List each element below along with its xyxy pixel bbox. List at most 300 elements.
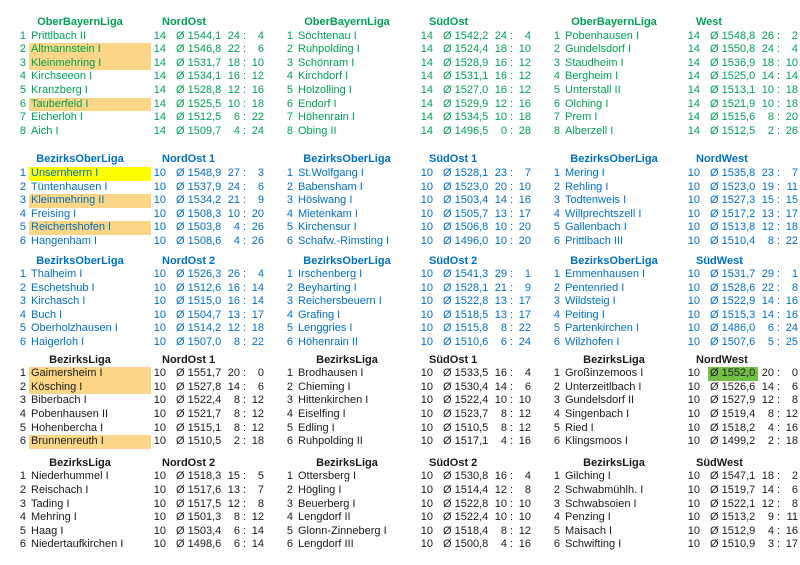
team-row — [544, 322, 800, 336]
score-colon: : — [509, 380, 514, 393]
team-points-for: 10 — [227, 97, 240, 110]
league-name: BezirksOberLiga — [303, 254, 391, 267]
team-points-for: 9 — [767, 511, 774, 524]
score-colon: : — [509, 336, 514, 349]
team-points-against: 16 — [785, 524, 798, 537]
team-average: Ø 1503,4 — [176, 524, 222, 537]
team-average: Ø 1531,7 — [176, 56, 222, 69]
team-rank: 2 — [553, 180, 560, 193]
team-points-against: 4 — [257, 29, 264, 42]
league-name: OberBayernLiga — [571, 16, 657, 28]
score-colon: : — [242, 511, 247, 524]
team-points-for: 23 — [494, 166, 507, 179]
team-points-for: 6 — [767, 322, 774, 335]
team-row — [277, 309, 533, 323]
team-name: Höhenrain I — [298, 111, 355, 124]
score-colon: : — [242, 435, 247, 448]
team-name: Mehring I — [31, 511, 77, 524]
team-games-played: 10 — [420, 234, 433, 247]
team-rank: 4 — [19, 511, 26, 524]
team-points-against: 14 — [251, 524, 264, 537]
team-row — [544, 309, 800, 323]
team-rank: 1 — [286, 166, 293, 179]
table-header-row — [544, 16, 800, 30]
team-row — [277, 125, 533, 139]
team-name: Wilzhofen I — [565, 336, 620, 349]
team-games-played: 14 — [153, 111, 166, 124]
league-name: BezirksLiga — [49, 456, 111, 469]
team-name: Edling I — [298, 421, 335, 434]
team-name: Endorf I — [298, 97, 337, 110]
team-games-played: 10 — [420, 408, 433, 421]
team-rank: 4 — [286, 70, 293, 83]
team-name: Gallenbach I — [565, 221, 627, 234]
table-header-row — [277, 255, 533, 269]
team-points-against: 16 — [518, 538, 531, 551]
team-points-for: 8 — [233, 421, 240, 434]
team-row — [277, 408, 533, 422]
team-games-played: 10 — [420, 281, 433, 294]
team-games-played: 10 — [687, 435, 700, 448]
team-average: Ø 1508,3 — [176, 207, 222, 220]
score-colon: : — [776, 421, 781, 434]
team-points-against: 26 — [251, 221, 264, 234]
team-average: Ø 1512,5 — [710, 124, 756, 137]
team-games-played: 10 — [420, 268, 433, 281]
team-average: Ø 1523,7 — [443, 408, 489, 421]
league-name: BezirksLiga — [583, 456, 645, 469]
team-row — [277, 70, 533, 84]
team-row — [277, 282, 533, 296]
team-rank: 6 — [286, 97, 293, 110]
team-points-against: 7 — [791, 166, 798, 179]
team-row — [10, 111, 266, 125]
team-points-against: 24 — [785, 322, 798, 335]
score-colon: : — [242, 234, 247, 247]
team-points-against: 25 — [785, 336, 798, 349]
score-colon: : — [776, 281, 781, 294]
team-rank: 6 — [19, 538, 26, 551]
team-name: Gilching I — [565, 470, 611, 483]
team-rank: 6 — [286, 336, 293, 349]
team-row — [277, 194, 533, 208]
team-average: Ø 1521,7 — [176, 408, 222, 421]
score-colon: : — [509, 511, 514, 524]
score-colon: : — [776, 207, 781, 220]
team-points-for: 5 — [767, 336, 774, 349]
team-row — [544, 525, 800, 539]
team-name: Oberholzhausen I — [31, 322, 118, 335]
team-rank: 3 — [286, 295, 293, 308]
team-rank: 4 — [286, 207, 293, 220]
team-points-against: 12 — [251, 421, 264, 434]
table-header-row — [10, 354, 266, 368]
team-points-for: 14 — [761, 380, 774, 393]
score-colon: : — [776, 497, 781, 510]
team-games-played: 10 — [420, 194, 433, 207]
team-row — [10, 221, 266, 235]
team-points-against: 15 — [785, 194, 798, 207]
team-name: Höslwang I — [298, 194, 353, 207]
team-rank: 5 — [286, 221, 293, 234]
score-colon: : — [509, 367, 514, 380]
score-colon: : — [242, 336, 247, 349]
team-rank: 4 — [553, 70, 560, 83]
team-name: Schönram I — [298, 56, 355, 69]
team-points-against: 6 — [257, 43, 264, 56]
team-rank: 2 — [553, 484, 560, 496]
team-row — [10, 484, 266, 498]
team-average: Ø 1522,4 — [176, 394, 222, 407]
team-points-against: 6 — [524, 380, 531, 393]
team-rank: 4 — [19, 308, 26, 321]
table-header-row — [277, 354, 533, 368]
team-name: Kirchensur I — [298, 221, 357, 234]
team-games-played: 10 — [420, 380, 433, 393]
score-colon: : — [509, 295, 514, 308]
team-points-against: 6 — [791, 380, 798, 393]
team-rank: 1 — [553, 470, 560, 483]
team-row — [277, 381, 533, 395]
team-games-played: 10 — [153, 470, 166, 483]
team-row — [10, 525, 266, 539]
team-points-for: 10 — [494, 394, 507, 407]
team-games-played: 14 — [420, 124, 433, 137]
score-colon: : — [776, 538, 781, 551]
team-row — [277, 484, 533, 498]
team-rank: 6 — [286, 234, 293, 247]
team-points-against: 16 — [518, 97, 531, 110]
team-games-played: 10 — [153, 367, 166, 380]
score-colon: : — [509, 180, 514, 193]
team-name: Söchtenau I — [298, 29, 357, 42]
team-points-for: 4 — [233, 221, 240, 234]
team-row — [544, 194, 800, 208]
team-rank: 2 — [286, 380, 293, 393]
team-games-played: 14 — [687, 111, 700, 124]
score-colon: : — [242, 295, 247, 308]
score-colon: : — [242, 97, 247, 110]
team-row — [10, 498, 266, 512]
team-row — [277, 322, 533, 336]
team-points-for: 13 — [494, 308, 507, 321]
team-games-played: 14 — [420, 70, 433, 83]
team-points-against: 12 — [251, 511, 264, 524]
division-name: NordOst 2 — [162, 456, 216, 469]
team-rank: 2 — [286, 281, 293, 294]
team-points-for: 4 — [233, 234, 240, 247]
team-name: Beuerberg I — [298, 497, 356, 510]
team-rank: 6 — [19, 336, 26, 349]
team-name: Emmenhausen I — [565, 268, 646, 281]
team-points-against: 10 — [785, 56, 798, 69]
team-name: Pentenried I — [565, 281, 625, 294]
team-points-for: 12 — [761, 221, 774, 234]
division-name: SüdOst 1 — [429, 153, 478, 166]
team-points-against: 22 — [251, 336, 264, 349]
team-games-played: 10 — [153, 281, 166, 294]
team-name: Staudheim I — [565, 56, 624, 69]
team-points-for: 20 — [227, 367, 240, 380]
team-rank: 5 — [553, 524, 560, 537]
team-games-played: 10 — [153, 295, 166, 308]
team-games-played: 10 — [153, 308, 166, 321]
score-colon: : — [776, 470, 781, 483]
team-games-played: 10 — [420, 394, 433, 407]
team-name: Kranzberg I — [31, 83, 88, 96]
team-name: Reischach I — [31, 484, 89, 496]
score-colon: : — [242, 166, 247, 179]
team-rank: 2 — [553, 281, 560, 294]
team-row — [10, 268, 266, 282]
team-average: Ø 1527,3 — [710, 194, 756, 207]
team-average: Ø 1552,0 — [708, 367, 758, 381]
table-header-row — [277, 16, 533, 30]
team-games-played: 14 — [420, 83, 433, 96]
team-rank: 5 — [19, 524, 26, 537]
team-points-for: 10 — [761, 97, 774, 110]
team-name: Brodhausen I — [298, 367, 364, 380]
team-row — [277, 394, 533, 408]
team-rank: 5 — [286, 83, 293, 96]
team-row — [544, 268, 800, 282]
team-games-played: 10 — [153, 207, 166, 220]
team-points-for: 16 — [227, 295, 240, 308]
team-points-against: 9 — [257, 194, 264, 207]
division-name: SüdOst 1 — [429, 353, 478, 366]
team-average: Ø 1503,8 — [176, 221, 222, 234]
team-name: Eicherloh I — [31, 111, 83, 124]
team-average: Ø 1547,1 — [710, 470, 756, 483]
team-row — [10, 394, 266, 408]
team-games-played: 10 — [687, 308, 700, 321]
division-name: NordOst 1 — [162, 153, 216, 166]
team-points-for: 24 — [494, 29, 507, 42]
team-games-played: 14 — [687, 56, 700, 69]
team-points-against: 1 — [524, 268, 531, 281]
team-average: Ø 1503,4 — [443, 194, 489, 207]
team-points-for: 10 — [761, 83, 774, 96]
team-average: Ø 1518,5 — [443, 308, 489, 321]
team-average: Ø 1528,1 — [443, 166, 489, 179]
team-points-against: 14 — [785, 70, 798, 83]
division-name: NordOst 2 — [162, 254, 216, 267]
team-points-against: 10 — [518, 43, 531, 56]
team-points-for: 15 — [227, 470, 240, 483]
team-name: Altmannstein I — [29, 43, 151, 57]
team-row — [277, 98, 533, 112]
team-name: Eiselfing I — [298, 408, 346, 421]
team-row — [10, 367, 266, 381]
score-colon: : — [242, 281, 247, 294]
team-points-for: 8 — [233, 394, 240, 407]
team-row — [277, 336, 533, 350]
team-name: Olching I — [565, 97, 609, 110]
team-average: Ø 1524,4 — [443, 43, 489, 56]
team-average: Ø 1522,4 — [443, 394, 489, 407]
team-rank: 1 — [19, 29, 26, 42]
team-points-for: 13 — [227, 484, 240, 496]
team-average: Ø 1498,6 — [176, 538, 222, 551]
team-row — [544, 394, 800, 408]
team-average: Ø 1519,4 — [710, 408, 756, 421]
division-name: NordWest — [696, 353, 748, 366]
team-points-against: 12 — [251, 408, 264, 421]
team-average: Ø 1515,3 — [710, 308, 756, 321]
team-row — [544, 235, 800, 249]
team-points-against: 12 — [518, 524, 531, 537]
team-rank: 4 — [553, 408, 560, 421]
team-name: Schafw.-Rimsting I — [298, 234, 390, 247]
team-points-against: 20 — [518, 234, 531, 247]
team-points-for: 2 — [767, 435, 774, 448]
team-points-for: 4 — [500, 435, 507, 448]
team-average: Ø 1509,7 — [176, 124, 222, 137]
team-points-against: 17 — [785, 207, 798, 220]
team-games-played: 14 — [420, 56, 433, 69]
team-games-played: 10 — [687, 511, 700, 524]
team-average: Ø 1528,6 — [710, 281, 756, 294]
team-average: Ø 1518,3 — [176, 470, 222, 483]
league-name: BezirksOberLiga — [303, 153, 391, 166]
team-rank: 2 — [553, 380, 560, 393]
team-average: Ø 1517,2 — [710, 207, 756, 220]
team-points-against: 16 — [785, 421, 798, 434]
score-colon: : — [509, 111, 514, 124]
team-games-played: 10 — [420, 484, 433, 496]
team-rank: 4 — [553, 207, 560, 220]
score-colon: : — [242, 268, 247, 281]
score-colon: : — [509, 524, 514, 537]
team-points-against: 12 — [785, 408, 798, 421]
table-header-row — [277, 153, 533, 167]
team-name: Alberzell I — [565, 124, 614, 137]
team-average: Ø 1500,8 — [443, 538, 489, 551]
team-rank: 1 — [553, 268, 560, 281]
team-games-played: 14 — [153, 70, 166, 83]
team-average: Ø 1513,2 — [710, 511, 756, 524]
team-games-played: 10 — [153, 524, 166, 537]
team-points-against: 16 — [785, 295, 798, 308]
league-name: BezirksOberLiga — [570, 254, 658, 267]
team-points-for: 2 — [767, 124, 774, 137]
team-name: Kleinmehring I — [29, 57, 151, 71]
team-rank: 5 — [553, 421, 560, 434]
team-points-against: 4 — [257, 268, 264, 281]
team-row — [544, 181, 800, 195]
team-average: Ø 1536,9 — [710, 56, 756, 69]
division-name: SüdOst — [429, 16, 469, 28]
score-colon: : — [776, 308, 781, 321]
team-points-against: 14 — [251, 295, 264, 308]
score-colon: : — [242, 308, 247, 321]
team-name: Maisach I — [565, 524, 613, 537]
team-rank: 4 — [286, 408, 293, 421]
team-points-for: 6 — [500, 336, 507, 349]
team-name: Bergheim I — [565, 70, 619, 83]
team-row — [544, 484, 800, 498]
team-row — [10, 336, 266, 350]
team-average: Ø 1523,0 — [710, 180, 756, 193]
team-name: Ottersberg I — [298, 470, 357, 483]
team-rank: 1 — [19, 166, 26, 179]
team-average: Ø 1486,0 — [710, 322, 756, 335]
team-points-for: 24 — [761, 43, 774, 56]
team-name: Beyharting I — [298, 281, 357, 294]
team-average: Ø 1505,7 — [443, 207, 489, 220]
team-average: Ø 1510,5 — [443, 421, 489, 434]
league-table — [544, 457, 800, 552]
team-points-for: 8 — [500, 322, 507, 335]
team-games-played: 10 — [153, 380, 166, 393]
team-rank: 1 — [19, 470, 26, 483]
team-points-for: 6 — [233, 111, 240, 124]
team-average: Ø 1535,8 — [710, 166, 756, 179]
team-rank: 3 — [286, 194, 293, 207]
team-row — [10, 470, 266, 484]
score-colon: : — [776, 380, 781, 393]
team-average: Ø 1525,0 — [710, 70, 756, 83]
score-colon: : — [242, 111, 247, 124]
score-colon: : — [509, 97, 514, 110]
team-points-for: 14 — [761, 295, 774, 308]
team-points-for: 8 — [767, 234, 774, 247]
team-row — [544, 381, 800, 395]
team-points-for: 2 — [233, 435, 240, 448]
league-table — [277, 255, 533, 350]
team-points-against: 18 — [785, 221, 798, 234]
team-name: Todtenweis I — [565, 194, 627, 207]
team-rank: 6 — [19, 234, 26, 247]
team-name: Holzolling I — [298, 83, 352, 96]
league-name: BezirksLiga — [316, 353, 378, 366]
score-colon: : — [242, 408, 247, 421]
team-row — [277, 435, 533, 449]
score-colon: : — [509, 83, 514, 96]
table-header-row — [10, 16, 266, 30]
team-rank: 6 — [286, 435, 293, 448]
team-name: Unterzeitlbach I — [565, 380, 642, 393]
team-row — [277, 367, 533, 381]
team-name: Grafing I — [298, 308, 341, 321]
team-average: Ø 1528,1 — [443, 281, 489, 294]
team-games-played: 10 — [687, 268, 700, 281]
score-colon: : — [776, 322, 781, 335]
score-colon: : — [509, 394, 514, 407]
team-name: Freising I — [31, 207, 77, 220]
team-name: Unsernherrn I — [29, 167, 151, 181]
team-points-against: 22 — [251, 111, 264, 124]
team-row — [544, 57, 800, 71]
score-colon: : — [776, 70, 781, 83]
team-row — [544, 470, 800, 484]
team-average: Ø 1522,8 — [443, 295, 489, 308]
team-name: Tading I — [31, 497, 70, 510]
team-average: Ø 1530,4 — [443, 380, 489, 393]
team-games-played: 10 — [687, 295, 700, 308]
team-points-for: 8 — [500, 421, 507, 434]
team-points-for: 8 — [500, 408, 507, 421]
team-rank: 1 — [286, 470, 293, 483]
score-colon: : — [776, 166, 781, 179]
team-points-for: 8 — [233, 511, 240, 524]
team-name: Reichertshofen I — [29, 221, 151, 235]
team-row — [10, 435, 266, 449]
team-points-for: 20 — [494, 180, 507, 193]
team-games-played: 10 — [687, 524, 700, 537]
team-points-against: 20 — [251, 207, 264, 220]
team-name: Prem I — [565, 111, 598, 124]
